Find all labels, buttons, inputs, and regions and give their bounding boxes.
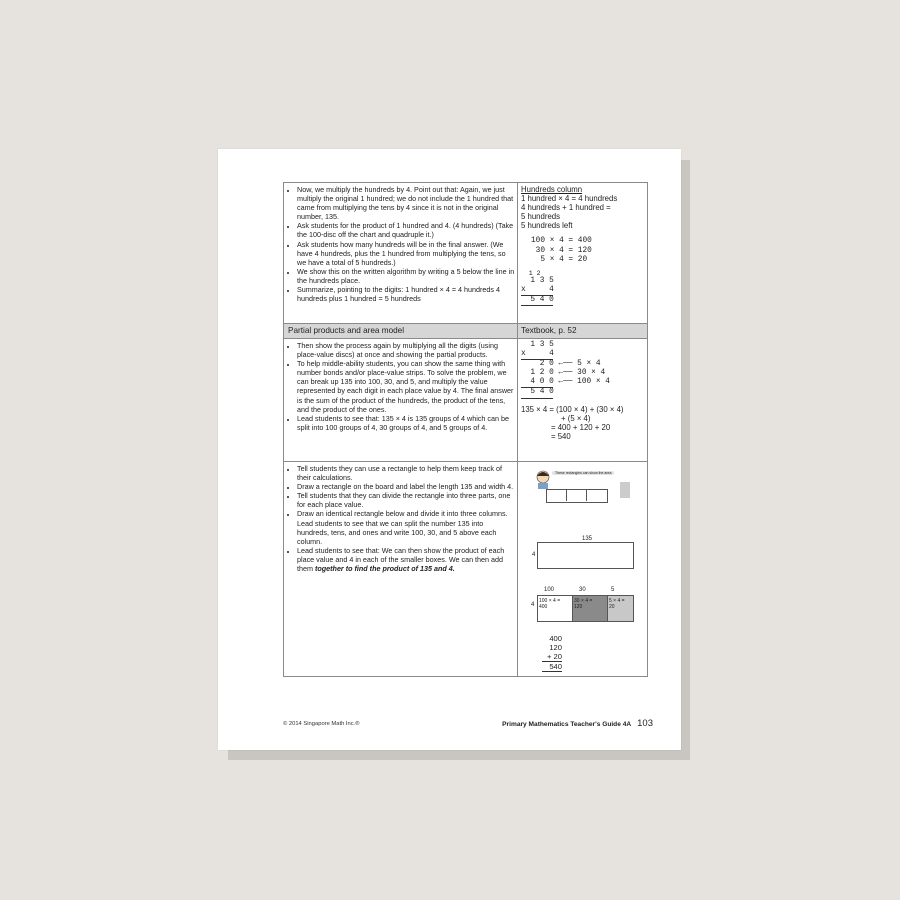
sum-line: 120: [549, 643, 562, 653]
textbook-thumbnail: [532, 468, 634, 518]
fact-line: 5 × 4 = 20: [531, 255, 588, 264]
sum-block: [542, 634, 562, 672]
list-item: [297, 546, 515, 573]
explanation-line: 5 hundreds left: [521, 221, 573, 231]
guide-title: Primary Mathematics Teacher's Guide 4A: [502, 721, 632, 728]
divided-rectangle: [537, 595, 634, 622]
equation-line: = 540: [551, 431, 571, 441]
instruction-cell: [284, 183, 518, 323]
list-item: • To help middle-ability students, you can show the same thing with number bonds and/or place-value strips. To solve the problem, we can break up 135 into 100, 30, and 5, and multiply the value represented by each digit in each place value by 4. The final answer is the sum of the product of the hundreds, the product of the tens, and the product of the ones.: [297, 359, 515, 414]
bullet-list: [288, 185, 515, 303]
list-item: • Tell students that they can divide the rectangle into three parts, one for each place value.: [297, 491, 515, 509]
list-item: • Draw an identical rectangle below and divide it into three columns. Lead students to see that we can split the number 135 into hundreds, tens, and ones and write 100, 30, and 5 above each column.: [297, 509, 515, 545]
width-label: 4: [531, 602, 535, 608]
list-item: • Draw a rectangle on the board and label the length 135 and width 4.: [297, 482, 515, 491]
partial-line: 1 3 5: [521, 341, 554, 349]
column-label: 100: [544, 587, 555, 593]
list-item: • Ask students how many hundreds will be in the final answer. (We have 4 hundreds, plus the 1 hundred from multiplying the tens, so we have a total of 5 hundreds.): [297, 240, 515, 267]
example-cell: [518, 462, 647, 676]
partial-line: 1 2 0 ←── 30 × 4: [521, 369, 606, 378]
instruction-cell: [284, 462, 518, 676]
list-item-emphasis: together to find the product of 135 and 4.: [314, 564, 455, 574]
mini-rectangle: [546, 489, 608, 503]
carry-digits: 1 2: [521, 269, 541, 277]
explanation-line: 4 hundreds + 1 hundred =: [521, 203, 611, 213]
fact-line: 30 × 4 = 120: [531, 246, 592, 255]
list-item: • Tell students they can use a rectangle to help them keep track of their calculations.: [297, 464, 515, 482]
list-item: • Now, we multiply the hundreds by 4. Point out that: Again, we just multiply the original 1 hundred; we do not include the 1 hundred that came from multiplying the tens by 4 since it is not in the original number, 135.: [297, 185, 515, 221]
table-row: [284, 183, 647, 323]
bullet-list: [288, 464, 515, 573]
list-item: • Lead students to see that: 135 × 4 is 135 groups of 4 which can be split into 100 groups of 4, 30 groups of 4, and 5 groups of 4.: [297, 414, 515, 432]
list-item: • Then show the process again by multiplying all the digits (using place-value discs) at once and showing the partial products.: [297, 341, 515, 359]
width-label: 4: [532, 552, 536, 558]
explanation-line: 1 hundred × 4 = 4 hundreds: [521, 194, 618, 204]
algorithm-result: 5 4 0: [521, 296, 553, 306]
partial-line: 2 0 ←── 5 × 4: [521, 360, 601, 369]
textbook-reference: Textbook, p. 52: [521, 326, 577, 335]
sum-line: 400: [549, 634, 562, 643]
document-page: [218, 149, 681, 750]
copyright-notice: © 2014 Singapore Math Inc.®: [283, 721, 360, 727]
column-label: 30: [579, 587, 586, 593]
table-row: [284, 461, 647, 676]
partial-line: 4 0 0 ←── 100 × 4: [521, 378, 553, 388]
hundreds-cell: 100 × 4 = 400: [538, 596, 573, 621]
speech-bubble: These rectangles can show the area: [552, 471, 614, 475]
column-label: 5: [611, 587, 615, 593]
ones-cell: 5 × 4 = 20: [608, 596, 633, 621]
list-item: • Summarize, pointing to the digits: 1 hundred × 4 = 4 hundreds 4 hundreds plus 1 hundred = 5 hundreds: [297, 285, 515, 303]
algorithm-line: x 4: [521, 286, 553, 296]
fact-line: 100 × 4 = 400: [531, 237, 592, 246]
list-item-text: Lead students to see that: We can then show the product of each place value and 4 in each of the smaller boxes. We can then add them: [297, 545, 505, 574]
table-row: [284, 338, 647, 461]
sum-total: 540: [542, 662, 562, 672]
area-rectangle: [537, 542, 634, 569]
divider: [566, 489, 567, 501]
page-number: 103: [637, 718, 653, 729]
sum-line: + 20: [542, 652, 562, 662]
mini-sum: [620, 482, 630, 498]
section-header-row: [284, 323, 647, 338]
list-item: • We show this on the written algorithm by writing a 5 below the line in the hundreds place.: [297, 267, 515, 285]
section-title: Partial products and area model: [284, 324, 518, 338]
example-cell: [518, 183, 647, 323]
example-cell: [518, 339, 647, 461]
equation-line: + (5 × 4): [561, 413, 591, 423]
equation-line: 135 × 4 = (100 × 4) + (30 × 4): [521, 404, 624, 414]
length-label: 135: [582, 536, 593, 542]
partial-line: x 4: [521, 350, 553, 360]
list-item: • Ask students for the product of 1 hundred and 4. (4 hundreds) (Take the 100-disc off the chart and quadruple it.): [297, 221, 515, 239]
divider: [586, 489, 587, 501]
algorithm-line: 1 3 5: [521, 276, 554, 285]
tens-cell: 30 × 4 = 120: [573, 596, 608, 621]
book-title: [502, 718, 653, 729]
partial-result: 5 4 0: [521, 388, 553, 398]
lesson-table: [283, 182, 648, 677]
hundreds-heading: Hundreds column: [521, 185, 583, 194]
instruction-cell: [284, 339, 518, 461]
equation-line: = 400 + 120 + 20: [551, 422, 611, 432]
bullet-list: [288, 341, 515, 432]
explanation-line: 5 hundreds: [521, 212, 561, 222]
